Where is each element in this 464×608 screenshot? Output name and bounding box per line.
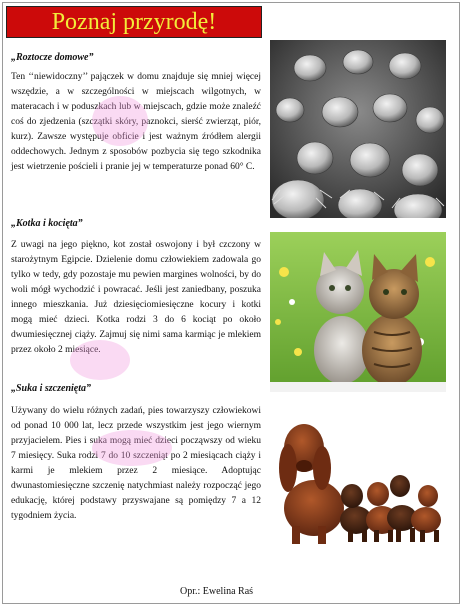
- paragraph-cats: Z uwagi na jego piękno, kot został oswojony i był czczony w starożytnym Egipcie. Dzielenie domu człowiekiem zadowala go tylko w tedy, gdy pozostaje mu pewien margines wolności, by do woli mógł wychodzić i powracać. Jeśli jest zaniedbany, poszuka innego mieszkania. Już dziesięciomiesięczne kocury i kotki mogą mieć dzieci. Kotka rodzi 3 do 6 kociąt po około dwumiesięcznej ciąży. Zajmuj się nimi sama karmiąc je mlekiem przez około 2 miesiące.: [11, 240, 261, 355]
- decorative-highlight: [70, 340, 130, 380]
- section-title-cats: „Kotka i kocięta”: [11, 218, 83, 229]
- decorative-highlight: [92, 96, 148, 146]
- section-text-cats: [11, 238, 261, 358]
- dust-mites-image: [270, 40, 446, 218]
- kittens-photo: [270, 232, 446, 392]
- section-title-dogs: „Suka i szczenięta”: [11, 383, 92, 394]
- page-title: Poznaj przyrodę!: [51, 9, 217, 35]
- decorative-highlight: [92, 430, 172, 466]
- section-title-mites: „Roztocze domowe”: [11, 52, 94, 63]
- author-credit: Opr.: Ewelina Raś: [180, 586, 254, 597]
- dust-mites-photo: [270, 40, 446, 218]
- puppies-image: [270, 408, 446, 548]
- paragraph-dogs: Używany do wielu różnych zadań, pies towarzyszy człowiekowi od ponad 10 000 lat, lecz przede wszystkim jest jego wiernym przyjacielem. Pies i suka mogą mieć dzieci począwszy od wieku 7 miesięcy. Suka rodzi 7 do 10 szczeniąt po 2 miesiącach ciąży i karmi je mlekiem przez 2 miesiące. Adoptując dwunastomiesięczne szczenię natychmiast należy rozpocząć jego edukację, której podstawy przyswajane są pomiędzy 7 a 12 tygodniem życia.: [11, 406, 261, 521]
- paragraph-mites: Ten ‘‘niewidoczny’’ pajączek w domu znajduje się mniej więcej wszędzie, a w szczególności w miejscach wilgotnych, w materacach i w poduszkach lub w miejscach, gdzie może znaleźć coś do zjedzenia (szczątki skóry, paznokci, sierść zwierząt, piór, kurz). Zawsze występuje obficie i jest ważnym źródłem alergii oddechowych. Jednym z sposobów pozbycia się tego szkodnika jest wietrzenie pościeli i pranie jej w temperaturze ponad 60° C.: [11, 72, 261, 172]
- kittens-image: [270, 232, 446, 392]
- puppies-photo: [270, 408, 446, 548]
- title-banner: [6, 6, 262, 38]
